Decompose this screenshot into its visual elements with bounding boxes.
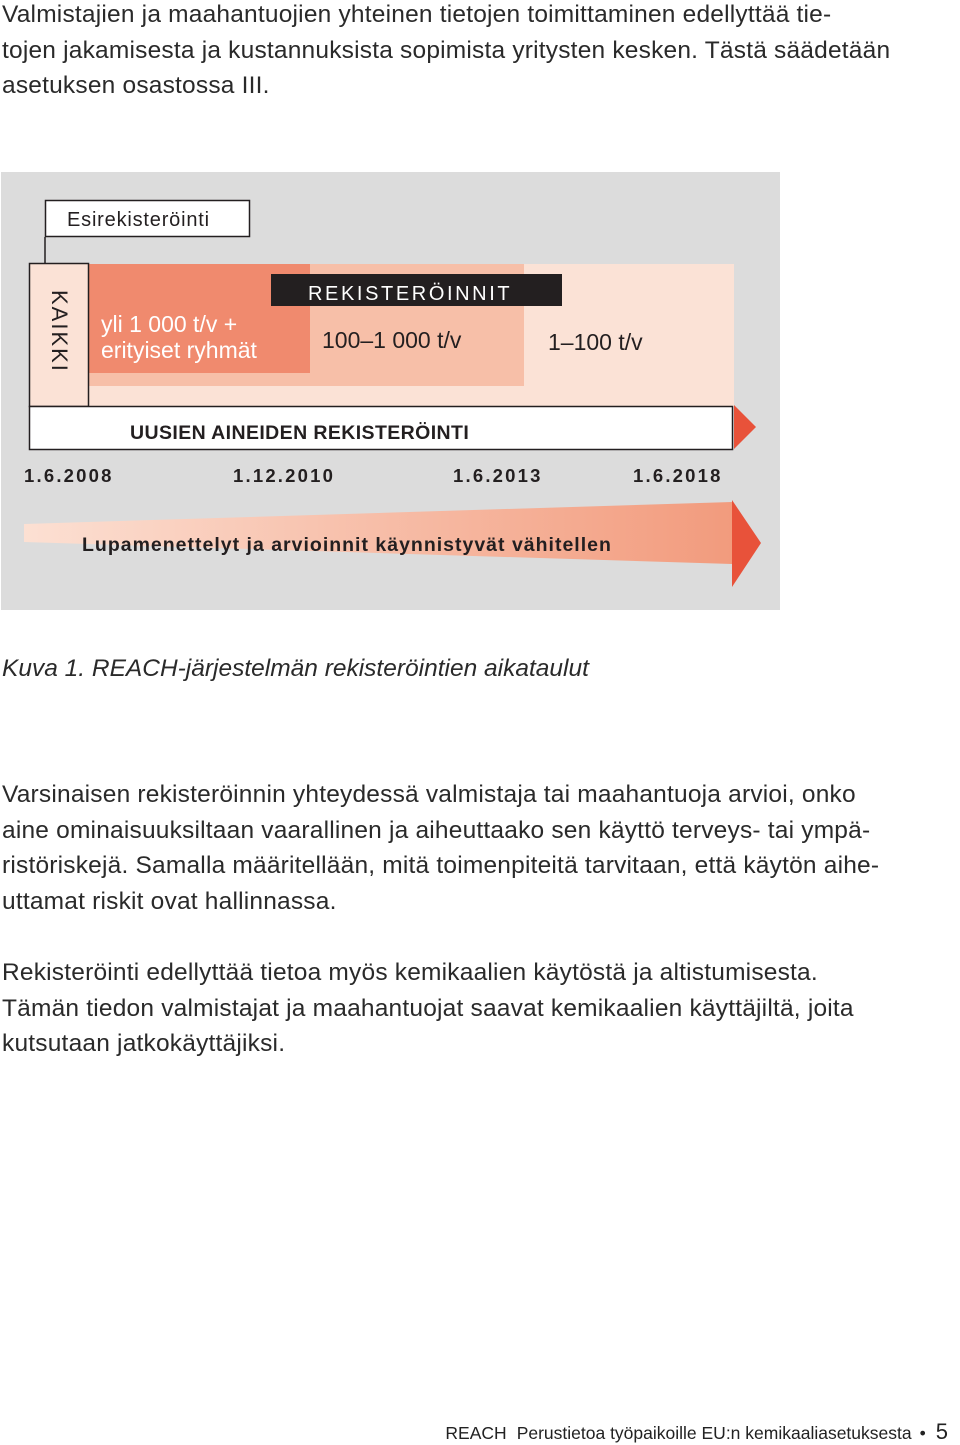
date-2008: 1.6.2008 — [24, 465, 114, 486]
kaikki-label: KAIKKI — [47, 290, 72, 373]
paragraph-line: Varsinaisen rekisteröinnin yhteydessä valmistaja tai maahantuoja arvioi, onko — [2, 781, 856, 808]
footer-reach: REACH — [445, 1423, 507, 1443]
intro-line: asetuksen osastossa III. — [2, 72, 270, 99]
page-footer — [445, 1419, 948, 1445]
intro-paragraph — [2, 0, 952, 104]
date-2018: 1.6.2018 — [633, 465, 723, 486]
tier1-label-line1: yli 1 000 t/v + — [101, 311, 238, 337]
paragraph-line: Tämän tiedon valmistajat ja maahantuojat saavat kemikaalien käyttäjiltä, joita — [2, 994, 854, 1022]
lupa-label: Lupamenettelyt ja arvioinnit käynnistyvät vähitellen — [82, 534, 612, 556]
paragraph-line: Rekisteröinti edellyttää tietoa myös kemikaalien käytöstä ja altistumisesta. — [2, 959, 818, 986]
figure-caption: Kuva 1. REACH-järjestelmän rekisteröintien aikataulut — [2, 655, 589, 682]
page-number: 5 — [935, 1419, 948, 1444]
date-2010: 1.12.2010 — [233, 465, 336, 486]
intro-line: tojen jakamisesta ja kustannuksista sopimista yritysten kesken. Tästä säädetään — [2, 36, 891, 64]
tier3-label: 1–100 t/v — [548, 329, 643, 355]
reach-timeline-figure — [1, 172, 780, 610]
footer-bullet: • — [919, 1423, 926, 1443]
intro-line: Valmistajien ja maahantuojien yhteinen tietojen toimittaminen edellyttää tie- — [2, 1, 832, 28]
tier2-label: 100–1 000 t/v — [322, 327, 462, 353]
uusien-arrowhead — [734, 405, 756, 449]
lupa-arrowhead — [732, 500, 761, 587]
rekisteroinnit-label: REKISTERÖINNIT — [308, 283, 513, 305]
uusien-label: UUSIEN AINEIDEN REKISTERÖINTI — [130, 422, 470, 444]
paragraph-line: aine ominaisuuksiltaan vaarallinen ja aiheuttaako sen käyttö terveys- tai ympä- — [2, 816, 871, 844]
date-2013: 1.6.2013 — [453, 465, 543, 486]
paragraph-line: uttamat riskit ovat hallinnassa. — [2, 887, 337, 915]
esirekisterointi-label: Esirekisteröinti — [67, 209, 210, 231]
footer-title: Perustietoa työpaikoille EU:n kemikaaliasetuksesta — [516, 1423, 912, 1443]
paragraph-line: ristöriskejä. Samalla määritellään, mitä toimenpiteitä tarvitaan, että käytön aihe- — [2, 852, 880, 879]
paragraph-2 — [2, 955, 952, 1062]
tier1-label-line2: erityiset ryhmät — [101, 337, 257, 363]
timeline-diagram — [1, 172, 780, 610]
paragraph-line: kutsutaan jatkokäyttäjiksi. — [2, 1030, 286, 1057]
paragraph-1 — [2, 777, 952, 919]
